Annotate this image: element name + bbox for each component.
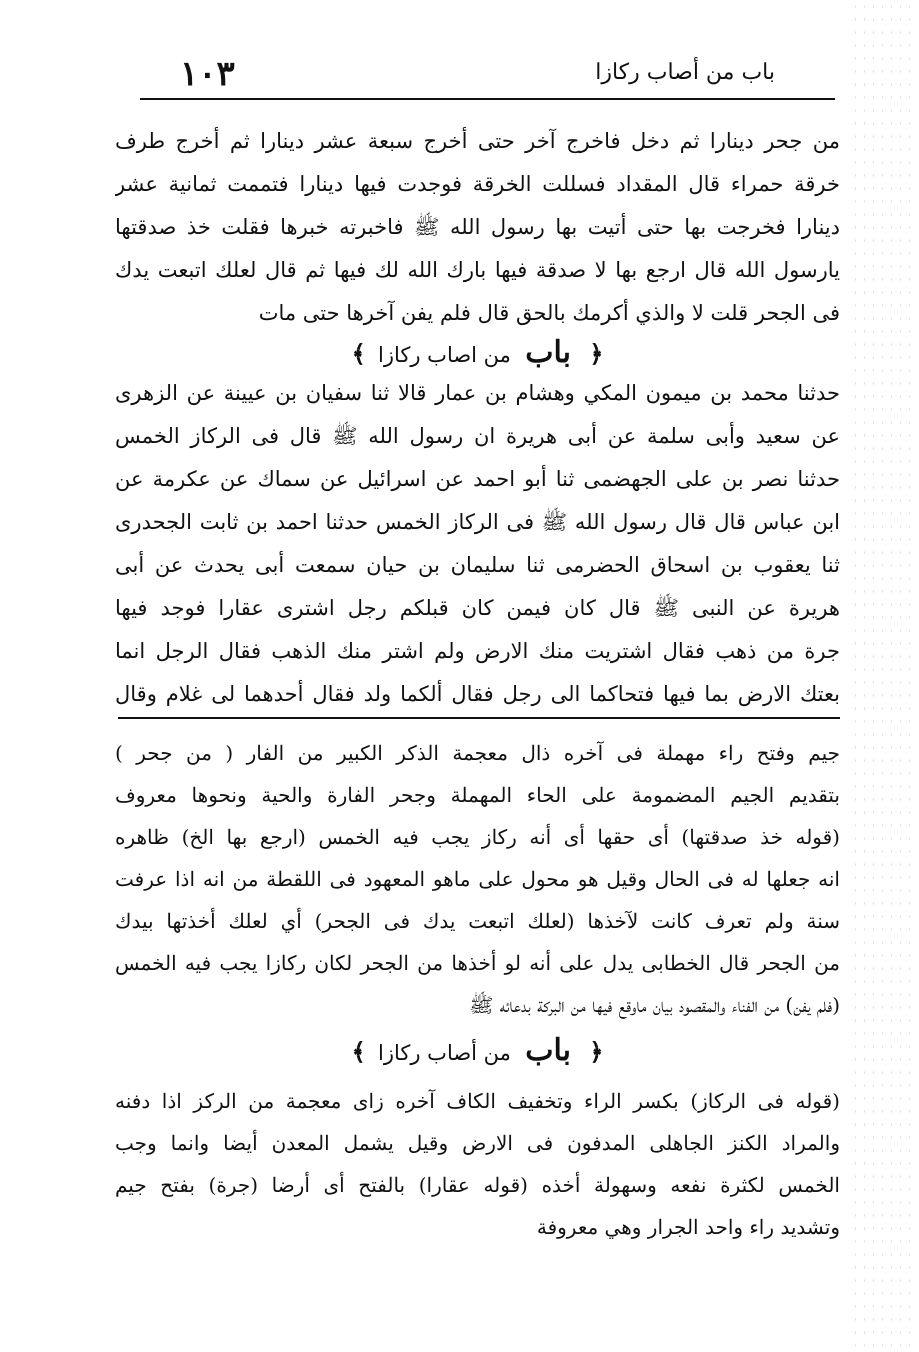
text-line: من الجحر قال الخطابى يدل على أنه لو أخذها من الجحر لكان ركازا يجب فيه الخمس [115, 951, 840, 975]
running-title: باب من أصاب ركازا [595, 60, 775, 85]
text-line: يارسول الله قال ارجع بها لا صدقة فيها بارك الله لك فيها ثم قال لعلك اتبعت يدك [115, 258, 840, 282]
text-line: بعتك الارض بما فيها فتحاكما الى رجل فقال ألكما ولد فقال أحدهما لى غلام وقال [115, 682, 840, 706]
main-text-part-1 [115, 120, 840, 335]
text-line: (فلم يفن) من الفناء والمقصود بيان ماوقع فيها من البركة بدعائه ﷺ [469, 993, 840, 1017]
page-edge-texture [851, 0, 911, 1352]
heading-bab: باب [525, 335, 572, 370]
text-line: الخمس لكثرة نفعه وسهولة أخذه (قوله عقارا) بالفتح أى أرضا (جرة) بفتح جيم [115, 1173, 840, 1197]
text-line: جيم وفتح راء مهملة فى آخره ذال معجمة الذكر الكبير من الفار ( من جحر ) [115, 741, 840, 765]
text-line: ثنا يعقوب بن اسحاق الحضرمى ثنا سليمان بن حيان سمعت أبى يحدث عن أبى [115, 553, 840, 577]
commentary-heading [115, 1030, 840, 1072]
main-text-part-2 [115, 372, 840, 716]
commentary-part-1 [115, 732, 840, 1026]
page-number: ١٠٣ [180, 54, 235, 94]
heading-bab: باب [525, 1033, 572, 1068]
text-line: جرة من ذهب فقال اشتريت منك الارض ولم اشتر منك الذهب فقال الرجل انما [115, 639, 840, 663]
text-line: فى الجحر قلت لا والذي أكرمك بالحق قال فلم يفن آخرها حتى مات [258, 301, 840, 325]
text-line: حدثنا محمد بن ميمون المكي وهشام بن عمار قالا ثنا سفيان بن عيينة عن الزهرى [115, 381, 840, 405]
heading-title: من اصاب ركازا [377, 343, 511, 367]
text-line: من جحر دينارا ثم دخل فاخرج آخر حتى أخرج سبعة عشر دينارا ثم أخرج طرف [115, 129, 840, 153]
commentary-part-2 [115, 1080, 840, 1248]
text-line: والمراد الكنز الجاهلى المدفون فى الارض وقيل يشمل المعدن أيضا وانما وجب [115, 1131, 840, 1155]
text-line: ابن عباس قال قال رسول الله ﷺ فى الركاز الخمس حدثنا احمد بن ثابت الجحدرى [115, 510, 840, 534]
text-line: سنة ولم تعرف كانت لآخذها (لعلك اتبعت يدك فى الجحر) أي لعلك أخذتها بيدك [115, 909, 840, 933]
footnote-divider [118, 717, 840, 719]
heading-bracket-close: ﴾ [351, 1037, 366, 1066]
text-line: بتقديم الجيم المضمومة على الحاء المهملة وجحر الفارة والحية ونحوها معروف [115, 783, 840, 807]
heading-bracket-open: ﴿ [589, 339, 604, 368]
text-line: (قوله خذ صدقتها) أى حقها أى أنه ركاز يجب فيه الخمس (ارجع بها الخ) ظاهره [115, 825, 840, 849]
text-line: عن سعيد وأبى سلمة عن أبى هريرة ان رسول الله ﷺ قال فى الركاز الخمس [115, 424, 840, 448]
heading-bracket-close: ﴾ [351, 339, 366, 368]
text-line: انه جعلها له فى الحال وقيل هو محول على ماهو المعهود فى اللقطة من انه اذا عرفت [115, 867, 840, 891]
text-line: (قوله فى الركاز) بكسر الراء وتخفيف الكاف آخره زاى معجمة من الركز اذا دفنه [115, 1089, 840, 1113]
heading-bracket-open: ﴿ [589, 1037, 604, 1066]
text-line: وتشديد راء واحد الجرار وهي معروفة [536, 1215, 840, 1239]
running-header [140, 52, 835, 100]
text-line: حدثنا نصر بن على الجهضمى ثنا أبو احمد عن اسرائيل عن سماك عن عكرمة عن [115, 467, 840, 491]
heading-title: من أصاب ركازا [377, 1041, 511, 1065]
text-line: دينارا فخرجت بها حتى أتيت بها رسول الله ﷺ فاخبرته خبرها فقلت خذ صدقتها [115, 215, 840, 239]
text-line: هريرة عن النبى ﷺ قال كان فيمن كان قبلكم رجل اشترى عقارا فوجد فيها [115, 596, 840, 620]
chapter-heading [115, 332, 840, 374]
text-line: خرقة حمراء قال المقداد فسللت الخرقة فوجدت فيها دينارا فتممت ثمانية عشر [115, 172, 840, 196]
